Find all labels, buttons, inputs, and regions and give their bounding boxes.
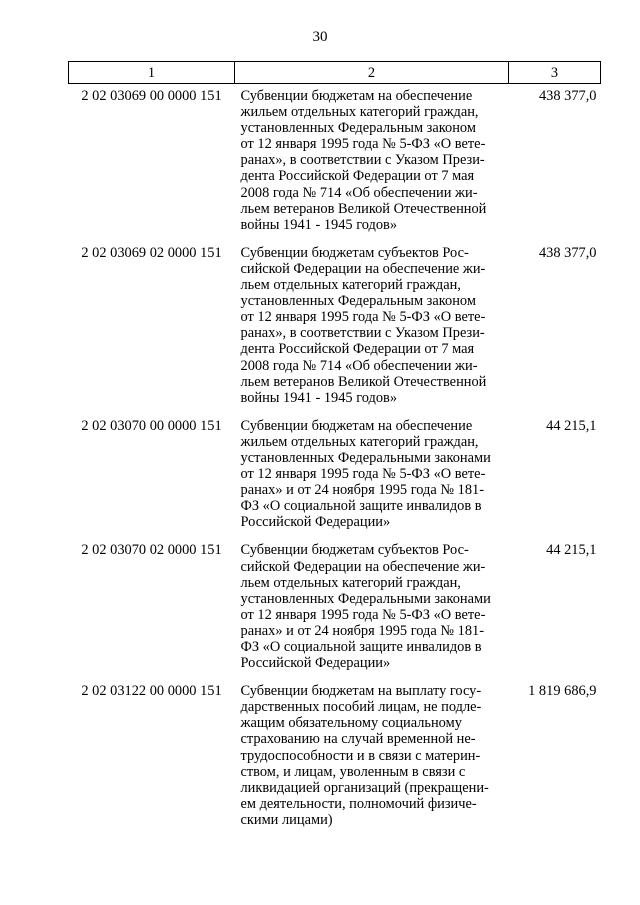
description-line: от 12 января 1995 года № 5-ФЗ «О вете- <box>240 466 486 483</box>
description <box>235 679 509 836</box>
budget-code: 2 02 03070 00 0000 151 <box>81 417 222 434</box>
description <box>235 84 509 241</box>
table-row <box>69 241 601 414</box>
description-line: льем ветеранов Великой Отечественной <box>240 373 487 390</box>
table-row <box>69 679 601 836</box>
description-line: дента Российской Федерации от 7 мая <box>240 341 475 358</box>
budget-code: 2 02 03070 02 0000 151 <box>81 542 222 559</box>
description-line: Субвенции бюджетам на обеспечение <box>240 417 473 434</box>
description-line: сийской Федерации на обеспечение жи- <box>240 558 486 575</box>
column-header-3: 3 <box>509 62 601 84</box>
column-header-1: 1 <box>69 62 235 84</box>
description-line: установленных Федеральным законом <box>240 120 476 137</box>
amount: 438 377,0 <box>538 88 597 104</box>
description-line: Российской Федерации» <box>240 655 391 672</box>
description-line: установленных Федеральными законами <box>240 590 491 607</box>
amount: 1 819 686,9 <box>528 683 597 700</box>
table-row <box>69 414 601 539</box>
description-line: Субвенции бюджетам субъектов Рос- <box>240 244 469 261</box>
description-line: страхованию на случай временной не- <box>240 731 476 748</box>
description-line: ем деятельности, полномочий физиче- <box>240 795 477 812</box>
amount: 438 377,0 <box>538 244 597 261</box>
description <box>235 241 509 414</box>
description-line: жащим обязательному социальному <box>240 715 462 732</box>
table-header-row <box>69 62 601 84</box>
description-line: ством, и лицам, уволенным в связи с <box>240 763 466 780</box>
table-row <box>69 84 601 241</box>
description-line: от 12 января 1995 года № 5-ФЗ «О вете- <box>240 136 486 153</box>
description-line: ФЗ «О социальной защите инвалидов в <box>240 498 482 515</box>
description-line: ранах» и от 24 ноября 1995 года № 181- <box>240 482 485 499</box>
description-line: от 12 января 1995 года № 5-ФЗ «О вете- <box>240 309 486 326</box>
description-line: ликвидацией организаций (прекращени- <box>240 779 489 796</box>
description-line: 2008 года № 714 «Об обеспечении жи- <box>240 357 478 374</box>
description-line: установленных Федеральными законами <box>240 449 491 466</box>
description <box>235 414 509 539</box>
description-line: Субвенции бюджетам на выплату госу- <box>240 683 482 700</box>
description <box>235 538 509 679</box>
description-line: установленных Федеральным законом <box>240 293 476 310</box>
amount: 44 215,1 <box>546 417 597 434</box>
description-line: скими лицами) <box>240 811 333 828</box>
description-line: жильем отдельных категорий граждан, <box>240 433 479 450</box>
page-number: 30 <box>312 29 328 45</box>
budget-table <box>68 61 601 836</box>
description-line: от 12 января 1995 года № 5-ФЗ «О вете- <box>240 606 486 623</box>
description-line: 2008 года № 714 «Об обеспечении жи- <box>240 184 478 201</box>
description-line: льем отдельных категорий граждан, <box>240 277 461 294</box>
description-line: жильем отдельных категорий граждан, <box>240 104 479 121</box>
description-line: Субвенции бюджетам на обеспечение <box>240 88 473 104</box>
description-line: ФЗ «О социальной защите инвалидов в <box>240 639 482 655</box>
budget-code: 2 02 03069 00 0000 151 <box>81 88 222 104</box>
description-line: льем отдельных категорий граждан, <box>240 574 461 591</box>
description-line: ранах», в соответствии с Указом Прези- <box>240 325 485 342</box>
description-line: дарственных пособий лицам, не подле- <box>240 699 482 716</box>
description-line: дента Российской Федерации от 7 мая <box>240 168 475 185</box>
description-line: ранах», в соответствии с Указом Прези- <box>240 152 485 169</box>
budget-code: 2 02 03069 02 0000 151 <box>81 244 222 261</box>
description-line: Субвенции бюджетам субъектов Рос- <box>240 542 469 559</box>
description-line: Российской Федерации» <box>240 514 391 531</box>
amount: 44 215,1 <box>546 542 597 559</box>
description-line: войны 1941 - 1945 годов» <box>240 216 398 233</box>
description-line: войны 1941 - 1945 годов» <box>240 389 398 406</box>
description-line: трудоспособности и в связи с материн- <box>240 747 481 764</box>
table-row <box>69 538 601 679</box>
description-line: ранах» и от 24 ноября 1995 года № 181- <box>240 622 485 639</box>
description-line: льем ветеранов Великой Отечественной <box>240 200 487 217</box>
description-line: сийской Федерации на обеспечение жи- <box>240 260 486 277</box>
budget-code: 2 02 03122 00 0000 151 <box>81 683 222 700</box>
column-header-2: 2 <box>235 62 509 84</box>
